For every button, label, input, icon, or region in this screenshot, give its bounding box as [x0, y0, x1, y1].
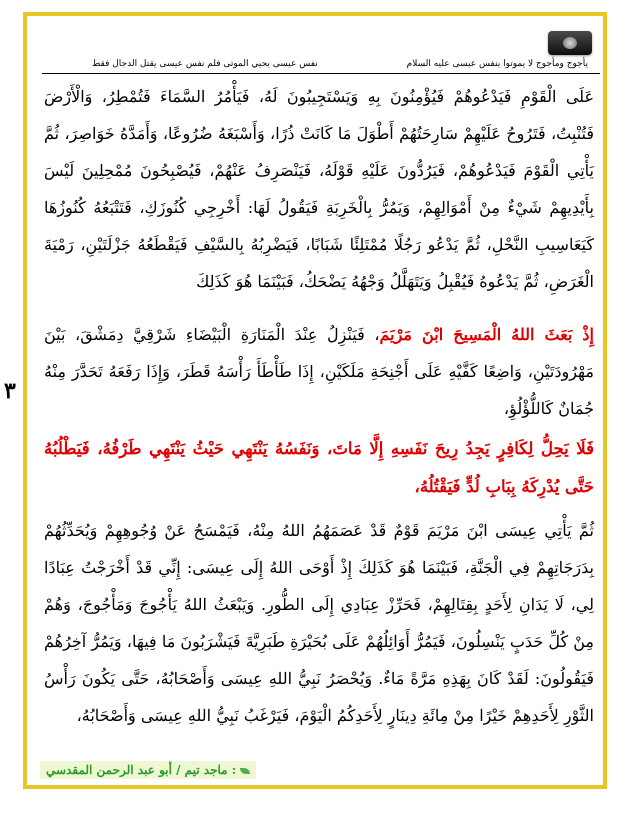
header-title-left: نفس عيسى يحيي الموتى فلم نفس عيسى يقتل الدجال فقط	[92, 59, 318, 69]
site-logo-icon	[548, 31, 592, 55]
paragraph-1: عَلَى الْقَوْمِ فَيَدْعُوهُمْ فَيُؤْمِنُونَ بِهِ وَيَسْتَجِيبُونَ لَهُ، فَيَأْمُرُ السَّمَاءَ فَتُمْطِرُ، وَالْأَرْضَ فَتُنْبِتُ، فَتَرُوحُ عَلَيْهِمْ سَارِحَتُهُمْ أَطْوَلَ مَا كَانَتْ ذُرًا، وَأَسْبَغَهُ ضُرُوعًا، وَأَمَدَّهُ خَوَاصِرَ، ثُمَّ يَأْتِي الْقَوْمَ فَيَدْعُوهُمْ، فَيَرُدُّونَ عَلَيْهِ قَوْلَهُ، فَيَنْصَرِفُ عَنْهُمْ، فَيُصْبِحُونَ مُمْحِلِينَ لَيْسَ بِأَيْدِيهِمْ شَيْءٌ مِنْ أَمْوَالِهِمْ، وَيَمُرُّ بِالْخَرِبَةِ فَيَقُولُ لَهَا: أَخْرِجِي كُنُوزَكِ، فَتَتْبَعُهُ كُنُوزُهَا كَيَعَاسِيبِ النَّحْلِ، ثُمَّ يَدْعُو رَجُلًا مُمْتَلِئًا شَبَابًا، فَيَضْرِبُهُ بِالسَّيْفِ فَيَقْطَعُهُ جَزْلَتَيْنِ، رَمْيَةَ الْغَرَضِ، ثُمَّ يَدْعُوهُ فَيُقْبِلُ وَيَتَهَلَّلُ وَجْهُهُ يَضْحَكُ، فَبَيْنَمَا هُوَ كَذَلِكَ	[44, 87, 595, 291]
header-title-right: يأجوج ومأجوج لا يموتوا بنفس عيسى عليه السلام	[406, 59, 588, 69]
leaf-icon	[240, 768, 250, 774]
highlighted-phrase: إِذْ بَعَثَ اللهُ الْمَسِيحَ ابْنَ مَرْيَمَ	[379, 325, 595, 344]
paragraph-3-highlighted: فَلَا يَحِلُّ لِكَافِرٍ يَجِدُ رِيحَ نَفَسِهِ إِلَّا مَاتَ، وَنَفَسُهُ يَنْتَهِي حَيْثُ يَنْتَهِي طَرْفُهُ، فَيَطْلُبُهُ حَتَّى يُدْرِكَهُ بِبَابِ لُدٍّ فَيَقْتُلُهُ،	[44, 439, 594, 496]
header-divider	[42, 73, 600, 74]
page-number: ٣	[4, 378, 16, 404]
seal-icon	[563, 37, 577, 49]
author-footer	[40, 761, 256, 779]
paragraph-2-text: ، فَيَنْزِلُ عِنْدَ الْمَنَارَةِ الْبَيْضَاءِ شَرْقِيَّ دِمَشْقَ، بَيْنَ مَهْرُودَتَيْنِ، وَاضِعًا كَفَّيْهِ عَلَى أَجْنِحَةِ مَلَكَيْنِ، إِذَا طَأْطَأَ رَأْسَهُ قَطَرَ، وَإِذَا رَفَعَهُ تَحَدَّرَ مِنْهُ جُمَانٌ كَاللُّؤْلُؤِ،	[44, 325, 594, 418]
paragraph-2	[44, 316, 594, 427]
paragraph-4: ثُمَّ يَأْتِي عِيسَى ابْنَ مَرْيَمَ قَوْمٌ قَدْ عَصَمَهُمُ اللهُ مِنْهُ، فَيَمْسَحُ عَنْ وُجُوهِهِمْ وَيُحَدِّثُهُمْ بِدَرَجَاتِهِمْ فِي الْجَنَّةِ، فَبَيْنَمَا هُوَ كَذَلِكَ إِذْ أَوْحَى اللهُ إِلَى عِيسَى: إِنِّي قَدْ أَخْرَجْتُ عِبَادًا لِي، لَا يَدَانِ لِأَحَدٍ بِقِتَالِهِمْ، فَحَرِّزْ عِبَادِي إِلَى الطُّورِ. وَيَبْعَثُ اللهُ يَأْجُوجَ وَمَأْجُوجَ، وَهُمْ مِنْ كُلِّ حَدَبٍ يَنْسِلُونَ، فَيَمُرُّ أَوَائِلُهُمْ عَلَى بُحَيْرَةِ طَبَرِيَّةَ فَيَشْرَبُونَ مَا فِيهَا، وَيَمُرُّ آخِرُهُمْ فَيَقُولُونَ: لَقَدْ كَانَ بِهَذِهِ مَرَّةً مَاءٌ. وَيُحْصَرُ نَبِيُّ اللهِ عِيسَى وَأَصْحَابُهُ، حَتَّى يَكُونَ رَأْسُ الثَّوْرِ لِأَحَدِهِمْ خَيْرًا مِنْ مِائَةِ دِينَارٍ لِأَحَدِكُمُ الْيَوْمَ، فَيَرْغَبُ نَبِيُّ اللهِ عِيسَى وَأَصْحَابُهُ،	[44, 521, 594, 725]
author-name: : ماجد تيم / أبو عبد الرحمن المقدسي	[46, 763, 237, 777]
